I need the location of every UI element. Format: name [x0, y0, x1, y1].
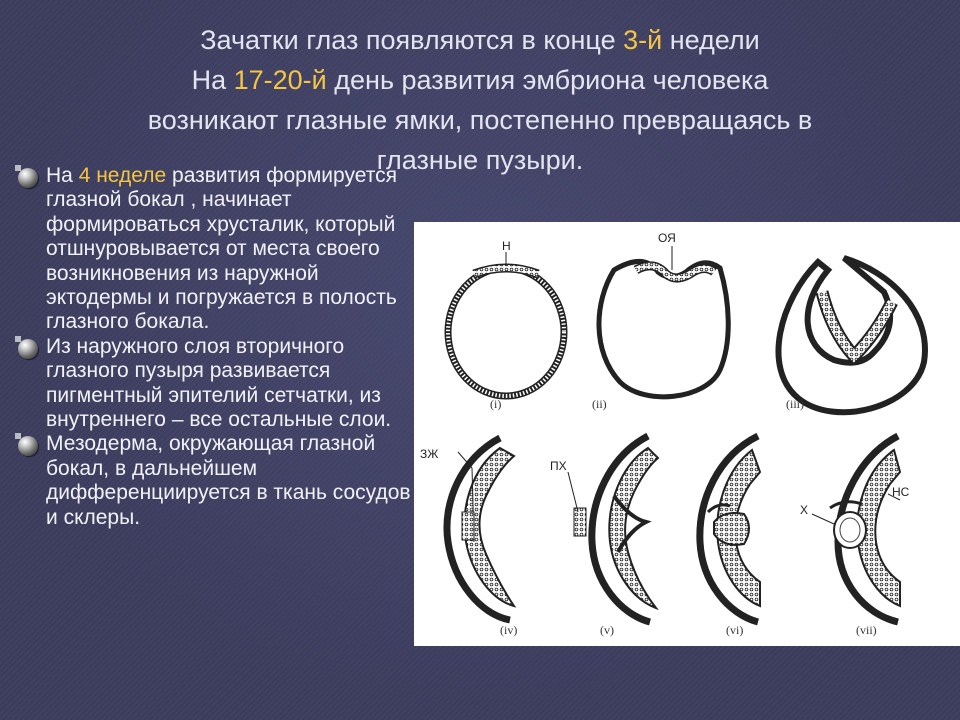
title-line-1	[40, 20, 920, 60]
bullet-text: развития формируется глазной бокал , начинает формироваться хрусталик, который отшнуровывается от места своего возникновения из наружной эктодермы и погружается в полость глазного бокала.	[46, 164, 397, 334]
stage-label-v: (v)	[600, 623, 614, 637]
bullet-list	[16, 164, 421, 530]
stage-i-vesicle	[448, 252, 564, 396]
stage-label-iv: (iv)	[500, 623, 518, 637]
stage-label-iii: (iii)	[786, 397, 804, 411]
sphere-bullet-icon	[18, 168, 38, 188]
stage-v-cup	[568, 436, 658, 622]
title-line-1-end: недели	[662, 25, 760, 55]
stage-iii-cup	[778, 258, 924, 412]
bullet-text: Из наружного слоя вторичного глазного пузыря развивается пигментный эпителий сетчатки, из внутреннего – все остальные слои.	[46, 334, 392, 432]
stage-ii-vesicle	[599, 246, 728, 397]
label-zzh: ЗЖ	[420, 447, 439, 461]
title-line-1-text: Зачатки глаз появляются в конце	[200, 25, 624, 55]
sphere-bullet-icon	[18, 339, 38, 359]
stage-label-i: (i)	[490, 397, 502, 411]
title-highlight-week: 3-й	[623, 25, 663, 55]
stage-label-ii: (ii)	[592, 397, 607, 411]
title-line-2-text: На	[191, 65, 234, 95]
label-n: Н	[502, 239, 511, 253]
stage-iv-cup	[447, 438, 514, 620]
eye-development-figure	[414, 222, 960, 646]
label-ns: НС	[892, 485, 910, 499]
stage-vi-cup	[700, 436, 760, 622]
title-line-2-end: день развития эмбриона человека	[326, 65, 769, 95]
label-pkh: ПХ	[550, 459, 567, 473]
eye-development-diagram	[414, 222, 960, 646]
slide-title	[40, 20, 920, 180]
stage-vii-cup	[812, 436, 900, 622]
label-kh: Х	[800, 503, 809, 517]
bullet-item	[16, 164, 421, 335]
bullet-item	[16, 432, 421, 530]
sphere-bullet-icon	[18, 436, 38, 456]
stage-label-vii: (vii)	[856, 623, 877, 637]
label-oya: ОЯ	[658, 231, 676, 245]
title-line-3: возникают глазные ямки, постепенно превращаясь в	[147, 105, 813, 135]
bullet-text: На	[46, 164, 79, 187]
title-highlight-days: 17-20-й	[233, 65, 327, 95]
title-line-4: глазные пузыри.	[376, 145, 584, 175]
stage-label-vi: (vi)	[726, 623, 744, 637]
title-line-2	[40, 60, 920, 100]
bullet-highlight: 4 неделе	[78, 164, 167, 187]
bullet-text: Мезодерма, окружающая глазной бокал, в дальнейшем дифференциируется в ткань сосудов и склеры.	[46, 432, 411, 529]
bullet-item	[16, 335, 421, 433]
